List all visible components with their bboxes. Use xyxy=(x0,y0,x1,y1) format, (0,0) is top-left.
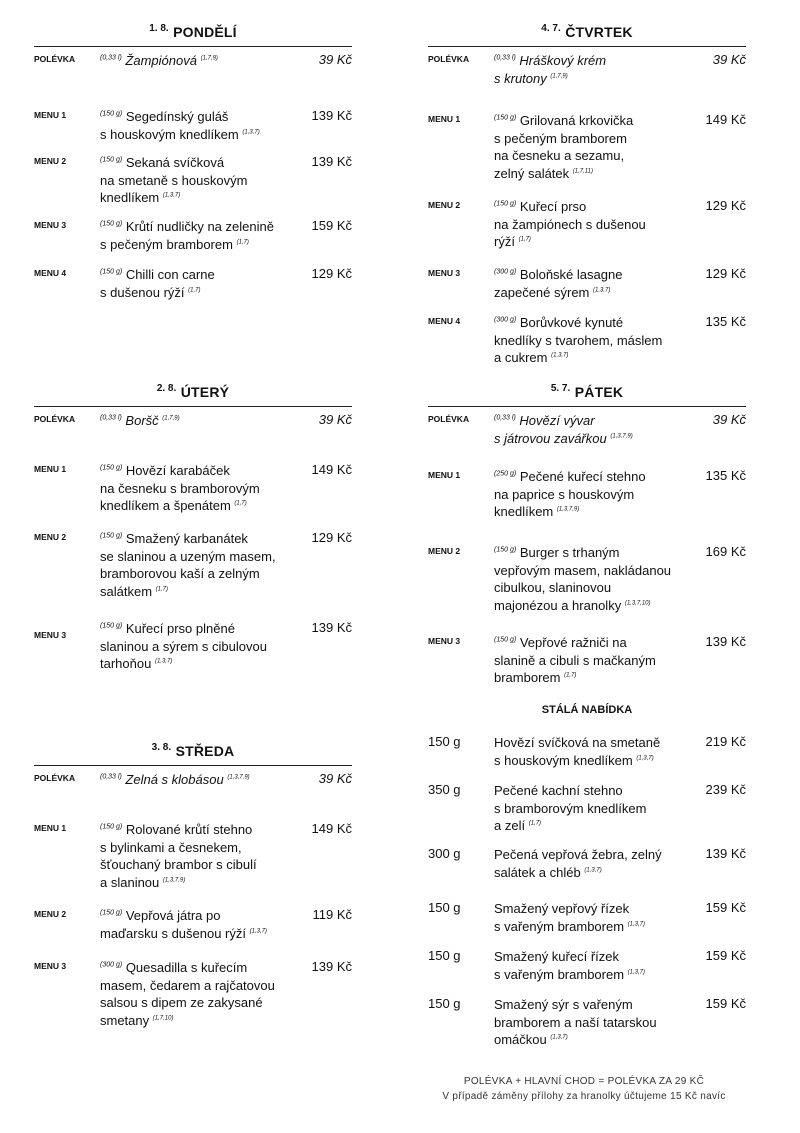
dish-line: knedlíkem a špenátem xyxy=(100,498,231,513)
dish-line: knedlíkem xyxy=(494,504,554,519)
day-header xyxy=(428,384,746,407)
dish-line: Borůvkové kynuté xyxy=(519,315,624,330)
day-header xyxy=(34,24,352,47)
price: 169 Kč xyxy=(705,544,746,559)
portion-size: (150 g) xyxy=(100,220,123,228)
price: 39 Kč xyxy=(318,771,352,786)
portion-size: (150 g) xyxy=(494,546,517,554)
dish-name xyxy=(494,52,689,87)
dish-name xyxy=(100,154,295,207)
price: 135 Kč xyxy=(705,468,746,483)
dish-line: tarhoňou xyxy=(100,656,152,671)
dish-line: knedlíkem xyxy=(100,190,160,205)
item-weight: 300 g xyxy=(428,846,461,861)
dish-line: Vepřová játra po xyxy=(125,908,221,923)
dish-line: s krutony xyxy=(494,70,547,86)
menu-label: POLÉVKA xyxy=(34,414,76,424)
price: 129 Kč xyxy=(705,198,746,213)
dish-name xyxy=(100,462,295,515)
portion-size: (250 g) xyxy=(494,470,517,478)
price: 119 Kč xyxy=(312,907,352,922)
allergens: (1,3,7,9) xyxy=(227,774,250,781)
dish-line: Hráškový krém xyxy=(519,53,607,68)
price: 149 Kč xyxy=(311,821,352,836)
dish-line: s bylinkami a česnekem, xyxy=(100,839,242,855)
dish-line: se slaninou a uzeným masem, xyxy=(100,548,276,564)
day-date: 3. 8. xyxy=(151,742,172,753)
portion-size: (150 g) xyxy=(494,114,517,122)
dish-line: šťouchaný brambor s cibulí xyxy=(100,857,257,872)
dish-line: Sekaná svíčková xyxy=(125,155,225,170)
portion-size: (150 g) xyxy=(100,622,123,630)
dish-line: bramborovou kaší a zelným xyxy=(100,566,260,581)
allergens: (1,7) xyxy=(234,500,247,507)
allergens: (1,7) xyxy=(155,586,168,593)
dish-name xyxy=(494,782,689,835)
portion-size: (150 g) xyxy=(100,532,123,540)
dish-name xyxy=(494,266,689,301)
price: 39 Kč xyxy=(712,412,746,427)
dish-line: Boršč xyxy=(125,413,159,428)
portion-size: (0,33 l) xyxy=(100,773,122,781)
day-monday xyxy=(34,23,352,300)
menu-label: MENU 2 xyxy=(34,156,67,166)
portion-size: (150 g) xyxy=(100,156,123,164)
day-name: ÚTERÝ xyxy=(180,384,230,400)
dish-line: masem, čedarem a rajčatovou xyxy=(100,977,275,993)
allergens: (1,3,7) xyxy=(584,867,602,874)
dish-line: zapečené sýrem xyxy=(494,284,590,300)
dish-line: Krůtí nudličky na zelenině xyxy=(125,219,274,234)
dish-name xyxy=(494,544,689,614)
dish-name xyxy=(494,948,689,983)
price: 139 Kč xyxy=(705,846,746,861)
dish-line: s dušenou rýží xyxy=(100,284,185,300)
portion-size: (150 g) xyxy=(100,823,123,831)
day-name: STŘEDA xyxy=(175,743,235,759)
allergens: (1,3,7) xyxy=(154,658,173,665)
allergens: (1,3,7) xyxy=(636,755,654,762)
dish-line: Vepřové ražniči na xyxy=(519,635,627,650)
dish-name xyxy=(100,821,295,891)
dish-line: Pečené kuřecí stehno xyxy=(519,469,646,484)
allergens: (1,3,7,9) xyxy=(610,433,633,440)
dish-line: na paprice s houskovým xyxy=(494,486,635,502)
dish-line: s pečeným bramborem xyxy=(100,236,233,252)
dish-line: Zelná s klobásou xyxy=(125,772,224,787)
price: 39 Kč xyxy=(318,52,352,67)
day-date: 4. 7. xyxy=(541,23,561,34)
price: 129 Kč xyxy=(311,266,352,281)
price: 149 Kč xyxy=(705,112,746,127)
dish-line: s houskovým knedlíkem xyxy=(494,752,633,768)
price: 159 Kč xyxy=(705,996,746,1011)
item-weight: 150 g xyxy=(428,996,461,1011)
dish-line: s houskovým knedlíkem xyxy=(100,126,239,142)
price: 159 Kč xyxy=(705,948,746,963)
allergens: (1,3,7,9) xyxy=(162,877,186,884)
price: 39 Kč xyxy=(712,52,746,67)
allergens: (1,3,7) xyxy=(249,928,267,935)
dish-line: Smažený vepřový řízek xyxy=(494,901,630,916)
dish-line: s bramborovým knedlíkem xyxy=(494,800,647,816)
price: 239 Kč xyxy=(705,782,746,797)
dish-line: Pečené kachní stehno xyxy=(494,783,623,798)
dish-line: bramborem xyxy=(494,670,561,685)
dish-name xyxy=(100,771,295,789)
allergens: (1,3,7) xyxy=(627,969,646,976)
allergens: (1,7) xyxy=(518,236,531,243)
menu-label: MENU 3 xyxy=(428,268,461,278)
portion-size: (0,33 l) xyxy=(494,414,516,422)
day-wednesday xyxy=(34,742,352,1028)
dish-line: knedlíky s tvarohem, máslem xyxy=(494,332,663,348)
allergens: (1,3,7) xyxy=(162,192,181,199)
allergens: (1,3,7) xyxy=(550,1034,568,1041)
menu-label: MENU 2 xyxy=(34,532,67,542)
dish-line: Boloňské lasagne xyxy=(519,267,623,282)
dish-line: zelný salátek xyxy=(494,165,570,181)
dish-line: Smažený sýr s vařeným xyxy=(494,997,633,1012)
dish-name xyxy=(494,900,689,935)
dish-name xyxy=(100,959,295,1029)
day-name: ČTVRTEK xyxy=(565,24,633,40)
dish-line: salátkem xyxy=(100,583,153,599)
footer-line-2: V případě záměny přílohy za hranolky účtujeme 15 Kč navíc xyxy=(442,1091,726,1102)
portion-size: (150 g) xyxy=(100,110,123,118)
dish-line: cibulkou, slaninovou xyxy=(494,580,612,595)
dish-line: s pečeným bramborem xyxy=(494,130,627,146)
dish-name xyxy=(100,907,295,942)
portion-size: (150 g) xyxy=(494,200,517,208)
dish-line: a cukrem xyxy=(494,350,548,365)
dish-line: majonézou a hranolky xyxy=(494,597,622,613)
dish-line: slanině a cibuli s mačkaným xyxy=(494,652,656,668)
portion-size: (150 g) xyxy=(100,909,123,917)
dish-line: salsou s dipem ze zakysané xyxy=(100,995,263,1010)
price: 159 Kč xyxy=(705,900,746,915)
day-friday xyxy=(428,383,746,685)
day-name: PONDĚLÍ xyxy=(173,24,237,40)
portion-size: (300 g) xyxy=(494,316,517,324)
menu-label: MENU 4 xyxy=(34,268,67,278)
menu-label: POLÉVKA xyxy=(34,773,76,783)
price: 139 Kč xyxy=(311,959,352,974)
menu-label: MENU 1 xyxy=(34,464,67,474)
allergens: (1,7,10) xyxy=(152,1015,174,1022)
dish-name xyxy=(100,218,295,253)
price: 129 Kč xyxy=(311,530,352,545)
menu-label: MENU 1 xyxy=(428,470,461,480)
price: 219 Kč xyxy=(705,734,746,749)
price: 149 Kč xyxy=(311,462,352,477)
dish-line: Pečená vepřová žebra, zelný xyxy=(494,847,662,862)
allergens: (1,3,7) xyxy=(242,129,260,136)
price: 139 Kč xyxy=(311,620,352,635)
menu-label: MENU 1 xyxy=(428,114,461,124)
dish-line: Smažený karbanátek xyxy=(125,531,248,546)
allergens: (1,3,7,10) xyxy=(624,600,651,607)
price: 135 Kč xyxy=(705,314,746,329)
dish-name xyxy=(494,412,689,447)
dish-name xyxy=(494,634,689,687)
menu-label: MENU 2 xyxy=(428,200,461,210)
item-weight: 350 g xyxy=(428,782,461,797)
allergens: (1,7) xyxy=(188,287,201,294)
dish-line: Quesadilla s kuřecím xyxy=(125,960,248,975)
right-column xyxy=(428,0,746,1133)
dish-line: smetany xyxy=(100,1012,150,1028)
dish-name xyxy=(494,314,689,367)
dish-line: na česneku a sezamu, xyxy=(494,148,625,163)
menu-label: POLÉVKA xyxy=(428,414,470,424)
allergens: (1,7) xyxy=(564,672,577,679)
price: 139 Kč xyxy=(311,108,352,123)
dish-line: Kuřecí prso xyxy=(519,199,587,214)
dish-line: na smetaně s houskovým xyxy=(100,172,248,188)
dish-name xyxy=(494,468,689,521)
dish-line: Hovězí svíčková na smetaně xyxy=(494,735,661,750)
portion-size: (0,33 l) xyxy=(494,54,516,62)
dish-line: Kuřecí prso plněné xyxy=(125,621,235,636)
dish-line: Segedínský guláš xyxy=(125,109,229,124)
footer-line-1: POLÉVKA + HLAVNÍ CHOD = POLÉVKA ZA 29 KČ xyxy=(463,1076,705,1087)
dish-line: a slaninou xyxy=(100,874,160,890)
dish-line: slaninou a sýrem s cibulovou xyxy=(100,638,267,654)
menu-label: MENU 1 xyxy=(34,110,67,120)
allergens: (1,7) xyxy=(236,239,249,246)
dish-line: rýží xyxy=(494,234,515,249)
day-header xyxy=(34,384,352,407)
day-date: 2. 8. xyxy=(156,383,177,394)
day-header xyxy=(34,743,352,766)
allergens: (1,7,11) xyxy=(572,168,594,175)
portion-size: (0,33 l) xyxy=(100,54,122,62)
dish-line: Chilli con carne xyxy=(125,267,215,282)
dish-line: s vařeným bramborem xyxy=(494,918,625,934)
dish-line: s játrovou zavářkou xyxy=(494,430,607,446)
dish-name xyxy=(100,52,295,70)
menu-label: POLÉVKA xyxy=(428,54,470,64)
allergens: (1,7) xyxy=(528,820,542,827)
day-date: 1. 8. xyxy=(149,23,169,34)
allergens: (1,3,7) xyxy=(593,287,611,294)
dish-name xyxy=(494,846,689,881)
dish-line: Žampiónová xyxy=(125,53,197,68)
allergens: (1,3,7,9) xyxy=(556,506,580,513)
dish-line: Smažený kuřecí řízek xyxy=(494,949,619,964)
dish-line: Hovězí karabáček xyxy=(125,463,230,478)
menu-label: MENU 4 xyxy=(428,316,461,326)
portion-size: (0,33 l) xyxy=(100,414,122,422)
day-tuesday xyxy=(34,383,352,671)
portion-size: (300 g) xyxy=(494,268,517,276)
menu-label: MENU 3 xyxy=(34,961,67,971)
day-header xyxy=(428,24,746,47)
price: 139 Kč xyxy=(311,154,352,169)
item-weight: 150 g xyxy=(428,948,461,963)
dish-line: na žampiónech s dušenou xyxy=(494,216,646,232)
menu-label: MENU 3 xyxy=(34,220,67,230)
price: 129 Kč xyxy=(705,266,746,281)
menu-label: MENU 3 xyxy=(34,630,67,640)
dish-line: Burger s trhaným xyxy=(519,545,620,560)
dish-line: maďarsku s dušenou rýží xyxy=(100,925,246,941)
permanent-offer-title: STÁLÁ NABÍDKA xyxy=(541,704,633,716)
footer-note xyxy=(404,1076,764,1102)
dish-line: omáčkou xyxy=(494,1032,547,1047)
price: 39 Kč xyxy=(318,412,352,427)
dish-name xyxy=(494,996,689,1049)
menu-label: MENU 2 xyxy=(34,909,67,919)
dish-line: na česneku s bramborovým xyxy=(100,480,260,496)
day-name: PÁTEK xyxy=(574,384,624,400)
dish-name xyxy=(494,734,689,769)
day-thursday xyxy=(428,23,746,365)
dish-name xyxy=(494,198,689,251)
dish-name xyxy=(100,266,295,301)
item-weight: 150 g xyxy=(428,734,461,749)
dish-line: Rolované krůtí stehno xyxy=(125,822,253,837)
allergens: (1,3,7) xyxy=(627,921,646,928)
dish-name xyxy=(100,530,295,600)
dish-line: a zelí xyxy=(494,818,526,833)
item-weight: 150 g xyxy=(428,900,461,915)
dish-name xyxy=(494,112,689,182)
menu-label: MENU 2 xyxy=(428,546,461,556)
menu-label: POLÉVKA xyxy=(34,54,76,64)
dish-line: s vařeným bramborem xyxy=(494,966,625,982)
price: 139 Kč xyxy=(705,634,746,649)
dish-line: bramborem a naší tatarskou xyxy=(494,1014,657,1030)
menu-label: MENU 3 xyxy=(428,636,461,646)
menu-label: MENU 1 xyxy=(34,823,67,833)
allergens: (1,7,9) xyxy=(550,73,568,80)
left-column xyxy=(34,0,352,1133)
day-date: 5. 7. xyxy=(550,383,571,394)
dish-name xyxy=(100,620,295,673)
dish-line: salátek a chléb xyxy=(494,864,581,880)
dish-name xyxy=(100,412,295,430)
dish-line: Hovězí vývar xyxy=(519,413,595,428)
portion-size: (150 g) xyxy=(494,636,517,644)
price: 159 Kč xyxy=(311,218,352,233)
allergens: (1,3,7) xyxy=(551,352,569,359)
portion-size: (150 g) xyxy=(100,268,123,276)
dish-line: Grilovaná krkovička xyxy=(519,113,634,128)
portion-size: (300 g) xyxy=(100,961,123,969)
dish-name xyxy=(100,108,295,143)
allergens: (1,7,9) xyxy=(200,55,218,62)
portion-size: (150 g) xyxy=(100,464,123,472)
dish-line: vepřovým masem, nakládanou xyxy=(494,562,672,578)
allergens: (1,7,9) xyxy=(162,415,180,422)
